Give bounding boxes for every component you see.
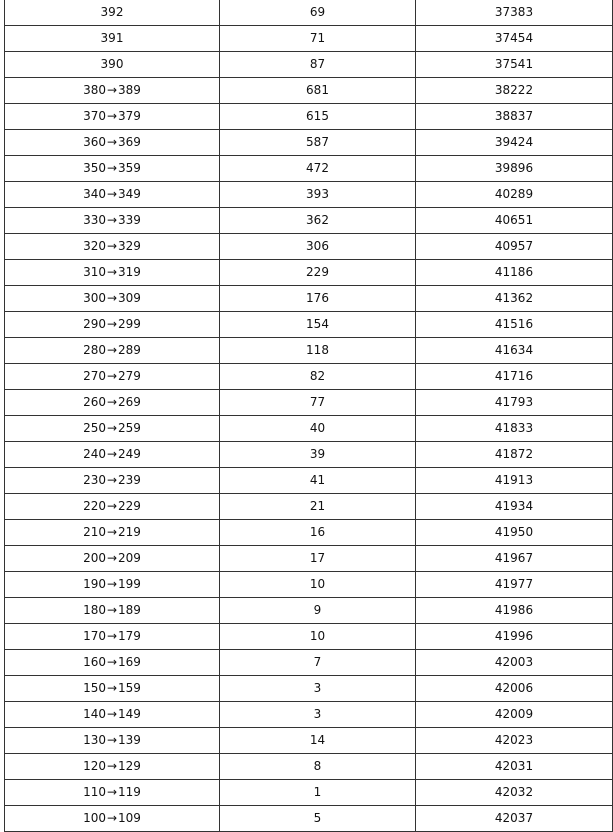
score-cell (5, 130, 220, 156)
cumulative-cell: 37383 (416, 0, 613, 26)
score-range-from: 210 (83, 525, 106, 539)
score-cell (5, 156, 220, 182)
score-range-to: 259 (118, 421, 141, 435)
count-cell: 16 (220, 520, 416, 546)
score-cell (5, 390, 220, 416)
score-cell (5, 78, 220, 104)
count-cell: 39 (220, 442, 416, 468)
count-cell: 472 (220, 156, 416, 182)
table-row (5, 338, 613, 364)
table-body (5, 0, 613, 832)
cumulative-cell: 39424 (416, 130, 613, 156)
table-row (5, 754, 613, 780)
score-range-from: 260 (83, 395, 106, 409)
count-cell: 69 (220, 0, 416, 26)
score-cell (5, 286, 220, 312)
count-cell: 1 (220, 780, 416, 806)
range-arrow-icon: → (106, 135, 118, 149)
score-cell (5, 728, 220, 754)
score-range-to: 199 (118, 577, 141, 591)
score-cell (5, 260, 220, 286)
score-range-to: 299 (118, 317, 141, 331)
score-range-from: 170 (83, 629, 106, 643)
count-cell: 681 (220, 78, 416, 104)
range-arrow-icon: → (106, 83, 118, 97)
table-row (5, 390, 613, 416)
score-cell (5, 546, 220, 572)
score-cell (5, 702, 220, 728)
score-range-from: 240 (83, 447, 106, 461)
score-range-to: 289 (118, 343, 141, 357)
score-range-from: 290 (83, 317, 106, 331)
count-cell: 3 (220, 702, 416, 728)
range-arrow-icon: → (106, 551, 118, 565)
range-arrow-icon: → (106, 629, 118, 643)
count-cell: 118 (220, 338, 416, 364)
score-cell: 390 (5, 52, 220, 78)
count-cell: 10 (220, 624, 416, 650)
score-cell (5, 104, 220, 130)
count-cell: 41 (220, 468, 416, 494)
count-cell: 10 (220, 572, 416, 598)
table-row (5, 182, 613, 208)
score-cell (5, 494, 220, 520)
score-cell (5, 676, 220, 702)
score-cell: 391 (5, 26, 220, 52)
cumulative-cell: 39896 (416, 156, 613, 182)
range-arrow-icon: → (106, 603, 118, 617)
table-row (5, 676, 613, 702)
count-cell: 8 (220, 754, 416, 780)
score-range-to: 179 (118, 629, 141, 643)
cumulative-cell: 41986 (416, 598, 613, 624)
score-range-from: 110 (83, 785, 106, 799)
table-row (5, 364, 613, 390)
cumulative-cell: 42009 (416, 702, 613, 728)
cumulative-cell: 41634 (416, 338, 613, 364)
range-arrow-icon: → (106, 733, 118, 747)
cumulative-cell: 42023 (416, 728, 613, 754)
cumulative-cell: 42031 (416, 754, 613, 780)
range-arrow-icon: → (106, 525, 118, 539)
score-range-to: 279 (118, 369, 141, 383)
cumulative-cell: 41362 (416, 286, 613, 312)
table-row (5, 702, 613, 728)
score-cell (5, 364, 220, 390)
score-distribution-table (4, 0, 613, 832)
cumulative-cell: 42032 (416, 780, 613, 806)
score-range-from: 280 (83, 343, 106, 357)
range-arrow-icon: → (106, 161, 118, 175)
cumulative-cell: 41950 (416, 520, 613, 546)
table-row (5, 0, 613, 26)
count-cell: 3 (220, 676, 416, 702)
table-row (5, 104, 613, 130)
range-arrow-icon: → (106, 187, 118, 201)
table-row (5, 494, 613, 520)
count-cell: 176 (220, 286, 416, 312)
range-arrow-icon: → (106, 499, 118, 513)
table-row (5, 416, 613, 442)
range-arrow-icon: → (106, 239, 118, 253)
cumulative-cell: 41716 (416, 364, 613, 390)
range-arrow-icon: → (106, 369, 118, 383)
score-range-from: 380 (83, 83, 106, 97)
cumulative-cell: 37454 (416, 26, 613, 52)
range-arrow-icon: → (106, 447, 118, 461)
score-cell (5, 780, 220, 806)
table-row (5, 234, 613, 260)
score-cell: 392 (5, 0, 220, 26)
score-range-from: 350 (83, 161, 106, 175)
score-range-to: 359 (118, 161, 141, 175)
count-cell: 5 (220, 806, 416, 832)
range-arrow-icon: → (106, 291, 118, 305)
range-arrow-icon: → (106, 655, 118, 669)
cumulative-cell: 41516 (416, 312, 613, 338)
range-arrow-icon: → (106, 317, 118, 331)
score-range-to: 119 (118, 785, 141, 799)
score-range-to: 229 (118, 499, 141, 513)
table-row (5, 260, 613, 286)
score-range-to: 309 (118, 291, 141, 305)
count-cell: 21 (220, 494, 416, 520)
count-cell: 154 (220, 312, 416, 338)
range-arrow-icon: → (106, 707, 118, 721)
table-row (5, 130, 613, 156)
score-range-from: 160 (83, 655, 106, 669)
count-cell: 587 (220, 130, 416, 156)
score-cell (5, 312, 220, 338)
score-range-from: 140 (83, 707, 106, 721)
score-cell (5, 520, 220, 546)
cumulative-cell: 38222 (416, 78, 613, 104)
count-cell: 14 (220, 728, 416, 754)
cumulative-cell: 42006 (416, 676, 613, 702)
score-cell (5, 234, 220, 260)
score-range-from: 270 (83, 369, 106, 383)
score-range-to: 209 (118, 551, 141, 565)
count-cell: 229 (220, 260, 416, 286)
score-cell (5, 806, 220, 832)
table-row (5, 546, 613, 572)
table-row (5, 468, 613, 494)
score-range-to: 159 (118, 681, 141, 695)
range-arrow-icon: → (106, 421, 118, 435)
score-range-to: 139 (118, 733, 141, 747)
score-range-from: 130 (83, 733, 106, 747)
count-cell: 9 (220, 598, 416, 624)
cumulative-cell: 41186 (416, 260, 613, 286)
score-range-to: 149 (118, 707, 141, 721)
table-row (5, 598, 613, 624)
score-range-from: 220 (83, 499, 106, 513)
score-range-to: 269 (118, 395, 141, 409)
score-cell (5, 468, 220, 494)
score-range-to: 189 (118, 603, 141, 617)
score-cell (5, 208, 220, 234)
range-arrow-icon: → (106, 265, 118, 279)
score-range-from: 180 (83, 603, 106, 617)
range-arrow-icon: → (106, 109, 118, 123)
score-cell (5, 416, 220, 442)
score-range-from: 200 (83, 551, 106, 565)
cumulative-cell: 41967 (416, 546, 613, 572)
score-range-to: 219 (118, 525, 141, 539)
count-cell: 82 (220, 364, 416, 390)
score-range-to: 249 (118, 447, 141, 461)
count-cell: 77 (220, 390, 416, 416)
table-row (5, 78, 613, 104)
table-row (5, 780, 613, 806)
cumulative-cell: 41977 (416, 572, 613, 598)
count-cell: 71 (220, 26, 416, 52)
score-range-to: 339 (118, 213, 141, 227)
range-arrow-icon: → (106, 395, 118, 409)
table-row (5, 806, 613, 832)
cumulative-cell: 40957 (416, 234, 613, 260)
score-cell (5, 442, 220, 468)
count-cell: 362 (220, 208, 416, 234)
range-arrow-icon: → (106, 681, 118, 695)
cumulative-cell: 37541 (416, 52, 613, 78)
cumulative-cell: 40651 (416, 208, 613, 234)
score-range-to: 109 (118, 811, 141, 825)
score-range-from: 360 (83, 135, 106, 149)
cumulative-cell: 40289 (416, 182, 613, 208)
score-range-to: 379 (118, 109, 141, 123)
score-range-from: 190 (83, 577, 106, 591)
count-cell: 40 (220, 416, 416, 442)
range-arrow-icon: → (106, 811, 118, 825)
score-cell (5, 624, 220, 650)
table-row (5, 52, 613, 78)
score-cell (5, 338, 220, 364)
table-row (5, 286, 613, 312)
score-range-to: 349 (118, 187, 141, 201)
score-range-from: 300 (83, 291, 106, 305)
table-row (5, 650, 613, 676)
range-arrow-icon: → (106, 343, 118, 357)
score-range-to: 239 (118, 473, 141, 487)
score-cell (5, 650, 220, 676)
score-cell (5, 598, 220, 624)
score-range-to: 329 (118, 239, 141, 253)
cumulative-cell: 41833 (416, 416, 613, 442)
table-row (5, 624, 613, 650)
range-arrow-icon: → (106, 785, 118, 799)
range-arrow-icon: → (106, 473, 118, 487)
score-range-from: 340 (83, 187, 106, 201)
cumulative-cell: 41872 (416, 442, 613, 468)
count-cell: 615 (220, 104, 416, 130)
score-range-from: 230 (83, 473, 106, 487)
score-range-from: 310 (83, 265, 106, 279)
count-cell: 393 (220, 182, 416, 208)
score-cell (5, 754, 220, 780)
cumulative-cell: 42003 (416, 650, 613, 676)
count-cell: 87 (220, 52, 416, 78)
score-range-from: 100 (83, 811, 106, 825)
table-row (5, 208, 613, 234)
score-range-to: 129 (118, 759, 141, 773)
score-range-to: 319 (118, 265, 141, 279)
count-cell: 7 (220, 650, 416, 676)
score-range-to: 169 (118, 655, 141, 669)
score-range-from: 370 (83, 109, 106, 123)
score-range-from: 250 (83, 421, 106, 435)
score-range-to: 389 (118, 83, 141, 97)
count-cell: 306 (220, 234, 416, 260)
cumulative-cell: 41913 (416, 468, 613, 494)
range-arrow-icon: → (106, 759, 118, 773)
score-range-from: 120 (83, 759, 106, 773)
range-arrow-icon: → (106, 577, 118, 591)
cumulative-cell: 41793 (416, 390, 613, 416)
cumulative-cell: 41934 (416, 494, 613, 520)
cumulative-cell: 38837 (416, 104, 613, 130)
score-cell (5, 572, 220, 598)
table-row (5, 442, 613, 468)
cumulative-cell: 41996 (416, 624, 613, 650)
table-row (5, 26, 613, 52)
range-arrow-icon: → (106, 213, 118, 227)
table-row (5, 728, 613, 754)
score-range-from: 150 (83, 681, 106, 695)
table-row (5, 520, 613, 546)
cumulative-cell: 42037 (416, 806, 613, 832)
score-range-from: 330 (83, 213, 106, 227)
count-cell: 17 (220, 546, 416, 572)
score-range-from: 320 (83, 239, 106, 253)
table-row (5, 572, 613, 598)
table-row (5, 156, 613, 182)
score-cell (5, 182, 220, 208)
score-range-to: 369 (118, 135, 141, 149)
table-row (5, 312, 613, 338)
